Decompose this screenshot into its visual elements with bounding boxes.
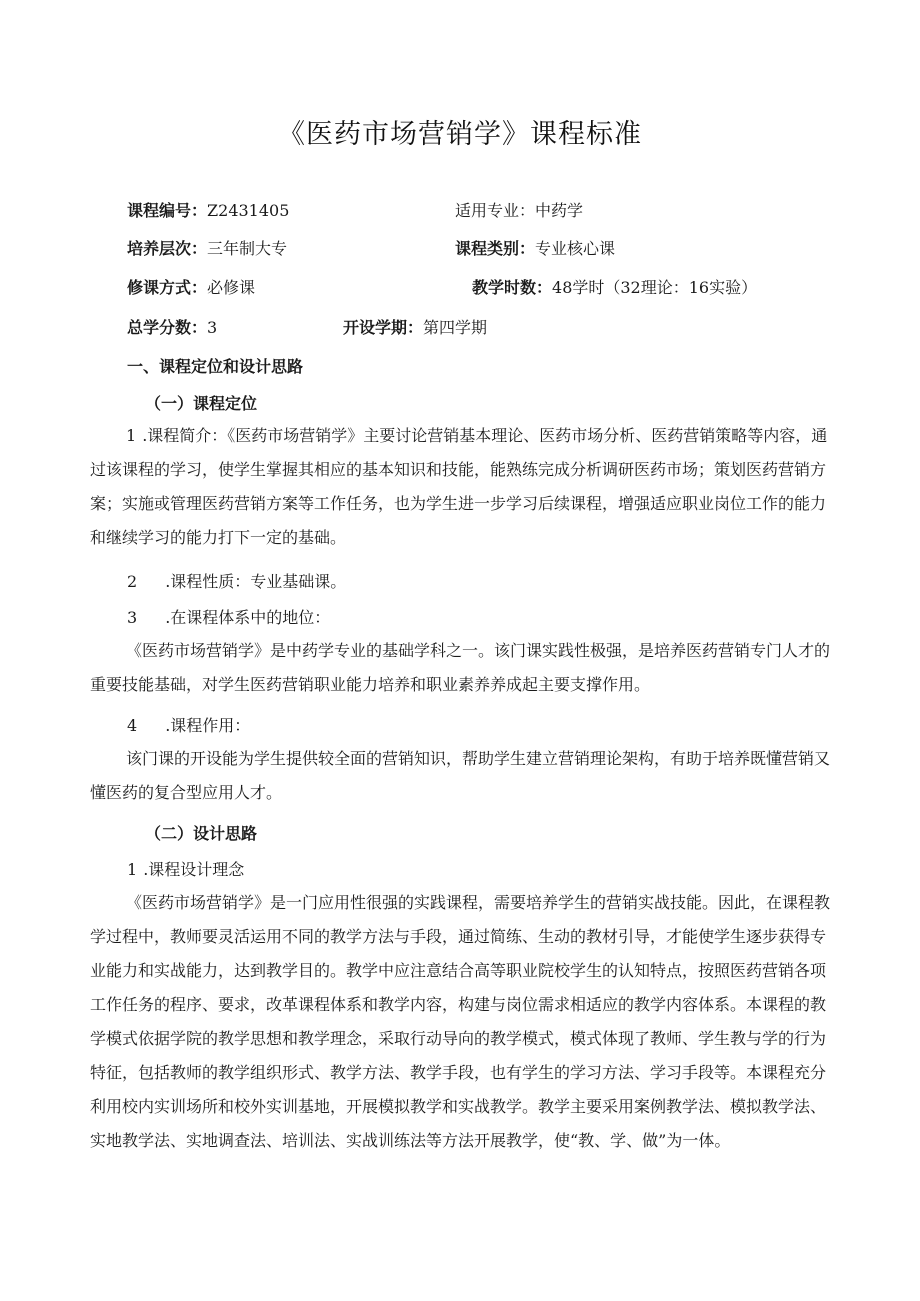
mode-label: 修课方式： (127, 278, 208, 297)
credits-row (127, 315, 217, 338)
category-row (455, 236, 615, 259)
document-title: 《医药市场营销学》课程标准 (278, 119, 642, 150)
course-code-label: 课程编号： (127, 201, 208, 220)
major-label: 适用专业： (455, 201, 536, 220)
mode-value: 必修课 (207, 278, 256, 297)
level-value: 三年制大专 (207, 239, 288, 258)
course-position-paragraph: 《医药市场营销学》是中药学专业的基础学科之一。该门课实践性极强，是培养医药营销专门人才的重要技能基础，对学生医药营销职业能力培养和职业素养养成起主要支撑作用。 (90, 641, 831, 694)
credits-value: 3 (207, 318, 218, 337)
course-nature-line (127, 569, 346, 592)
semester-value: 第四学期 (423, 318, 488, 337)
course-role-line (127, 713, 250, 736)
level-row (127, 236, 287, 259)
major-value: 中药学 (535, 201, 584, 220)
design-concept-paragraph: 《医药市场营销学》是一门应用性很强的实践课程，需要培养学生的营销实战技能。因此，在课程教学过程中，教师要灵活运用不同的教学方法与手段，通过简练、生动的教材引导，才能使学生逐步获得专业能力和实战能力，达到教学目的。教学中应注意结合高等职业院校学生的认知特点，按照医药营销各项工作任务的程序、要求，改革课程体系和教学内容，构建与岗位需求相适应的教学内容体系。本课程的教学模式依据学院的教学思想和教学理念，采取行动导向的教学模式，模式体现了教师、学生教与学的行为特征，包括教师的教学组织形式、教学方法、教学手段，也有学生的学习方法、学习手段等。本课程充分利用校内实训场所和校外实训基地，开展模拟教学和实战教学。教学主要采用案例教学法、模拟教学法、实地教学法、实地调查法、培训法、实战训练法等方法开展教学，使“教、学、做”为一体。 (90, 893, 831, 1150)
course-code-row (127, 198, 289, 221)
item-number: 3 (127, 608, 138, 627)
level-label: 培养层次： (127, 239, 208, 258)
section-heading: 一、课程定位和设计思路 (127, 357, 304, 376)
course-code-value: Z2431405 (207, 201, 290, 220)
mode-row (127, 275, 255, 298)
course-position-text: .在课程体系中的地位： (165, 608, 331, 627)
hours-row (472, 275, 757, 298)
hours-value: 48学时（32理论：16实验） (552, 278, 758, 297)
item-number: 1 (126, 426, 137, 445)
course-position-line (127, 605, 330, 628)
credits-label: 总学分数： (127, 318, 208, 337)
course-intro-paragraph (90, 419, 835, 555)
hours-label: 教学时数： (472, 278, 553, 297)
course-role-text: .课程作用： (165, 716, 251, 735)
category-label: 课程类别： (455, 239, 536, 258)
subsection-heading-positioning: （一）课程定位 (145, 394, 258, 413)
item-number: 4 (127, 716, 138, 735)
major-row (455, 198, 583, 221)
subsection-heading-design: （二）设计思路 (145, 824, 258, 843)
design-concept-text: .课程设计理念 (143, 860, 245, 879)
design-concept-line (127, 857, 244, 880)
course-role-paragraph: 该门课的开设能为学生提供较全面的营销知识，帮助学生建立营销理论架构，有助于培养既懂营销又懂医药的复合型应用人才。 (90, 749, 831, 802)
course-intro-text: .课程简介：《医药市场营销学》主要讨论营销基本理论、医药市场分析、医药营销策略等内容，通过该课程的学习，使学生掌握其相应的基本知识和技能，能熟练完成分析调研医药市场；策划医药营销方案；实施或管理医药营销方案等工作任务，也为学生进一步学习后续课程，增强适应职业岗位工作的能力和继续学习的能力打下一定的基础。 (90, 426, 828, 547)
semester-row (343, 315, 487, 338)
category-value: 专业核心课 (535, 239, 616, 258)
item-number: 2 (127, 572, 138, 591)
item-number: 1 (127, 860, 138, 879)
course-nature-text: .课程性质：专业基础课。 (165, 572, 347, 591)
semester-label: 开设学期： (343, 318, 424, 337)
